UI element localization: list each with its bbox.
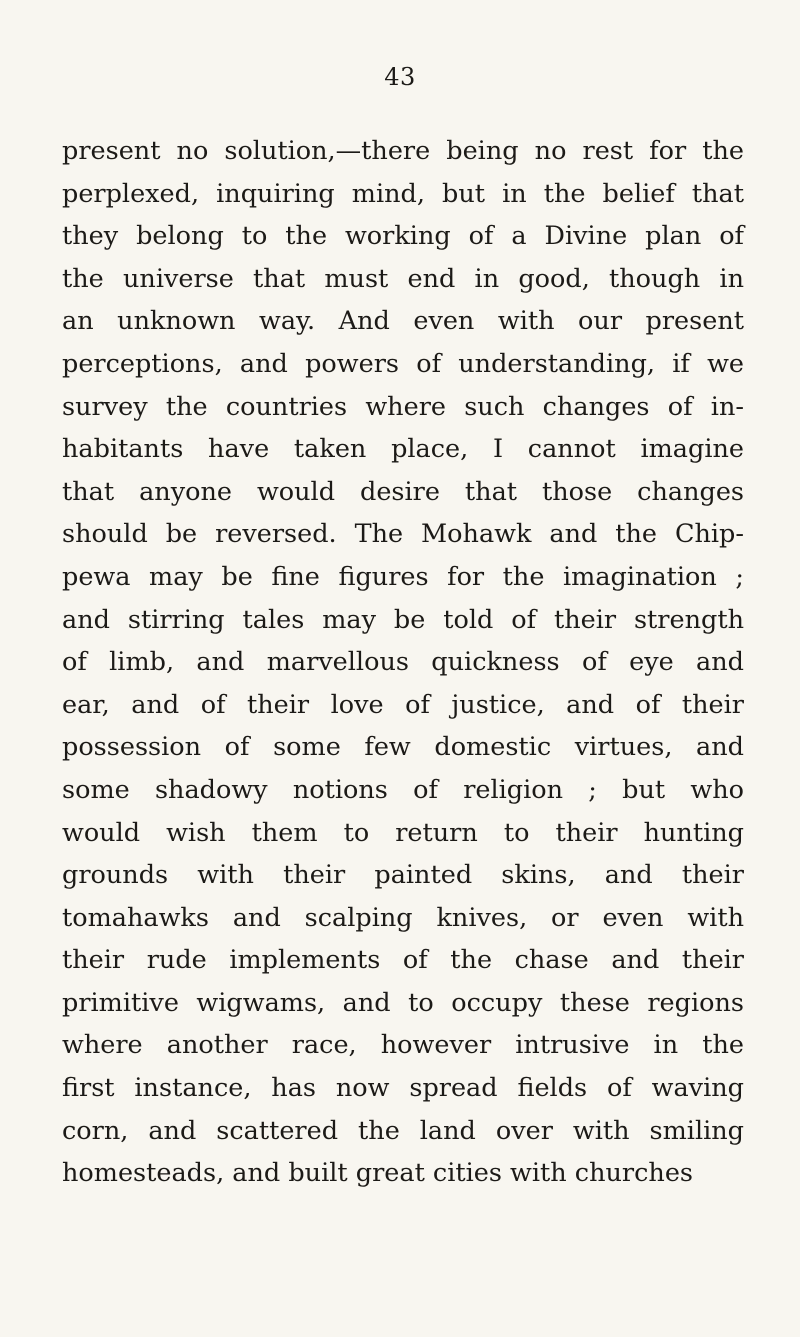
- text-line: primitive wigwams, and to occupy these regions: [62, 987, 744, 1018]
- text-line: ear, and of their love of justice, and of their: [62, 689, 744, 720]
- text-line: grounds with their painted skins, and their: [62, 860, 744, 891]
- text-line: that anyone would desire that those changes: [62, 476, 744, 507]
- text-line: tomahawks and scalping knives, or even with: [62, 902, 744, 933]
- text-line: where another race, however intrusive in the: [62, 1030, 744, 1061]
- text-line: an unknown way. And even with our present: [62, 306, 744, 337]
- text-line: survey the countries where such changes of in-: [62, 391, 744, 422]
- text-line: possession of some few domestic virtues, and: [62, 732, 744, 763]
- text-line: first instance, has now spread fields of waving: [62, 1073, 744, 1104]
- text-line: perplexed, inquiring mind, but in the belief that: [62, 178, 744, 209]
- text-line: present no solution,—there being no rest for the: [62, 136, 744, 166]
- text-line: corn, and scattered the land over with smiling: [62, 1115, 744, 1146]
- text-line: habitants have taken place, I cannot imagine: [62, 434, 744, 465]
- page-number: 43: [384, 63, 416, 91]
- body-text: [62, 130, 744, 1195]
- text-line: of limb, and marvellous quickness of eye and: [62, 647, 744, 678]
- text-line: some shadowy notions of religion ; but who: [62, 774, 744, 805]
- text-line: they belong to the working of a Divine plan of: [62, 221, 744, 252]
- text-line: homesteads, and built great cities with churches: [62, 1158, 694, 1189]
- text-line: and stirring tales may be told of their strength: [62, 604, 744, 635]
- text-line: pewa may be fine figures for the imagination ;: [62, 561, 744, 592]
- text-line: should be reversed. The Mohawk and the Chip-: [62, 519, 744, 550]
- text-line: the universe that must end in good, though in: [62, 263, 744, 294]
- text-line: their rude implements of the chase and their: [62, 945, 744, 976]
- text-line: would wish them to return to their hunting: [62, 817, 744, 848]
- text-line: perceptions, and powers of understanding, if we: [62, 348, 744, 379]
